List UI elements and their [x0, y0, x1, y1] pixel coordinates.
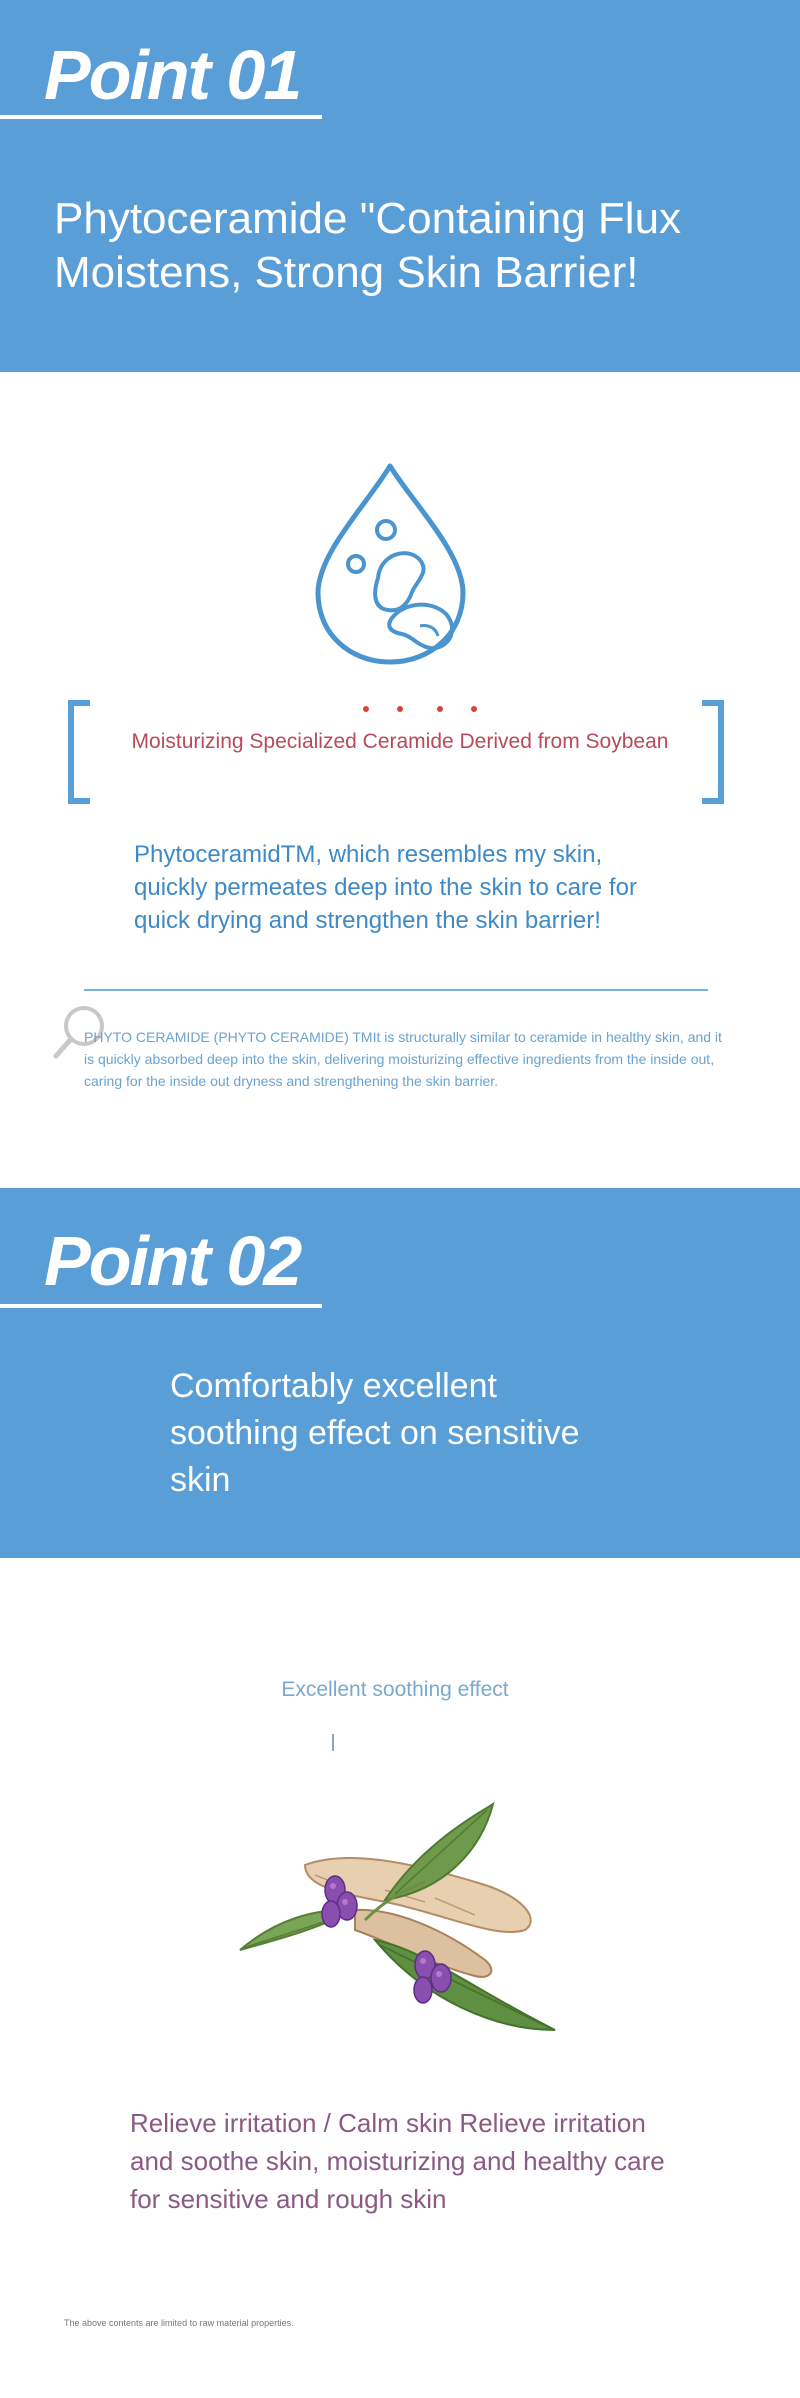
water-droplet-soybean-icon — [308, 458, 478, 668]
point-02-title: Point 02 — [44, 1222, 301, 1300]
point-01-banner — [0, 0, 800, 372]
title-tick-mark — [332, 1734, 334, 1751]
phytoceramide-lead-text: PhytoceramidTM, which resembles my skin, quickly permeates deep into the skin to care for quick drying and strengthen the skin barrier! — [134, 841, 637, 934]
section-divider — [84, 989, 708, 991]
ceramide-label: Moisturizing Specialized Ceramide Derived from Soybean — [131, 730, 669, 753]
point-02-banner — [0, 1188, 800, 1558]
right-bracket — [702, 700, 724, 804]
point-01-title: Point 01 — [44, 36, 301, 114]
point-02-underline — [0, 1304, 322, 1308]
comfrey-plant-illustration — [235, 1790, 565, 2040]
point-01-underline — [0, 115, 322, 119]
accent-dot — [397, 706, 403, 712]
phytoceramide-detail-text: PHYTO CERAMIDE (PHYTO CERAMIDE) TMIt is structurally similar to ceramide in healthy skin, and it is quickly absorbed deep into the skin, delivering moisturizing effective ingredients from the inside out, caring for the inside out dryness and strengthening the skin barrier. — [84, 1029, 722, 1089]
soothing-effect-title: Excellent soothing effect — [281, 1678, 509, 1701]
accent-dot — [437, 706, 443, 712]
accent-dot — [363, 706, 369, 712]
point-01-heading: Phytoceramide "Containing Flux Moistens, Strong Skin Barrier! — [54, 194, 682, 297]
left-bracket — [68, 700, 90, 804]
footnote: The above contents are limited to raw material properties. — [64, 2318, 294, 2328]
relieve-irritation-text: Relieve irritation / Calm skin Relieve irritation and soothe skin, moisturizing and healthy care for sensitive and rough skin — [130, 2108, 665, 2214]
accent-dot — [471, 706, 477, 712]
point-02-heading: Comfortably excellent soothing effect on sensitive skin — [170, 1367, 580, 1499]
